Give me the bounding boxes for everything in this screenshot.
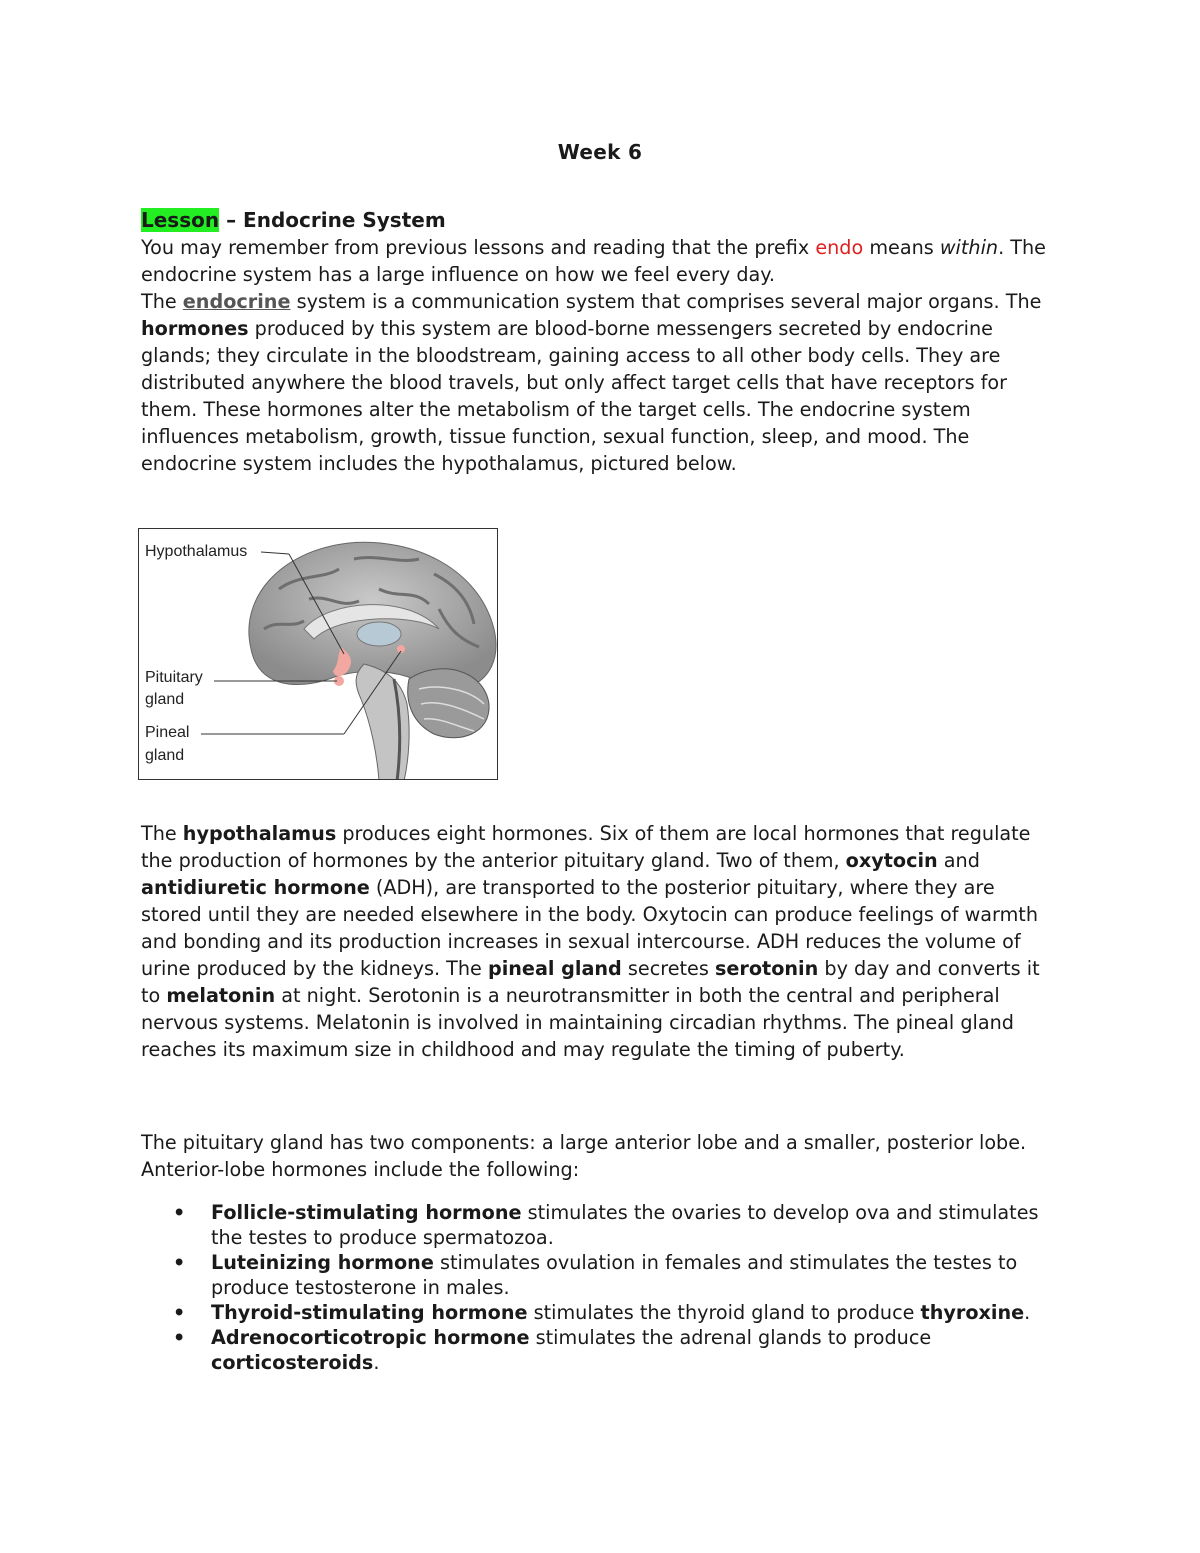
label-pituitary-line1: Pituitary (145, 669, 203, 686)
label-hypothalamus: Hypothalamus (145, 543, 248, 560)
bullet-text: stimulates ovulation in females and stimulates the testes to produce testosterone in males. (211, 1251, 1018, 1299)
term-adh: antidiuretic hormone (141, 876, 370, 899)
intro-paragraph (141, 234, 1061, 477)
list-item (141, 1300, 1061, 1325)
page-title: Week 6 (557, 140, 643, 164)
intro-text: system is a communication system that comprises several major organs. The (290, 290, 1042, 313)
lesson-highlight: Lesson (141, 208, 220, 232)
term-hormones: hormones (141, 317, 249, 340)
hypo-text: by day and converts it to (141, 957, 1040, 1007)
bullet-dot: • (173, 1301, 186, 1324)
term-corticosteroids: corticosteroids (211, 1351, 374, 1374)
hypo-text: and (937, 849, 980, 872)
heading-separator: – (219, 208, 244, 232)
lesson-heading (141, 208, 446, 232)
anterior-hormone-list (141, 1200, 1061, 1375)
hypo-text: at night. Serotonin is a neurotransmitter in both the central and peripheral nervous systems. Melatonin is involved in maintaining circadian rhythms. The pineal gland reaches its maximum size in childhood and may regulate the timing of puberty. (141, 984, 1014, 1061)
hypo-text: secretes (621, 957, 715, 980)
term-melatonin: melatonin (166, 984, 276, 1007)
term-acth: Adrenocorticotropic hormone (211, 1326, 530, 1349)
brain-illustration (139, 529, 498, 780)
bullet-text: stimulates the adrenal glands to produce (529, 1326, 932, 1349)
intro-text: produced by this system are blood-borne messengers secreted by endocrine glands; they circulate in the bloodstream, gaining access to all other body cells. They are distributed anywhere the blood travels, but only affect target cells that have receptors for them. These hormones alter the metabolism of the target cells. The endocrine system influences metabolism, growth, tissue function, sexual function, sleep, and mood. The endocrine system includes the hypothalamus, pictured below. (141, 317, 1008, 475)
term-endocrine: endocrine (182, 290, 291, 313)
italic-within: within (939, 236, 999, 259)
bullet-dot: • (173, 1251, 186, 1274)
label-pineal-line1: Pineal (145, 724, 190, 741)
hypo-text: (ADH), are transported to the posterior pituitary, where they are stored until they are needed elsewhere in the body. Oxytocin can produce feelings of warmth and bonding and its production increases in sexual intercourse. ADH reduces the volume of urine produced by the kidneys. The (141, 876, 1038, 980)
term-tsh: Thyroid-stimulating hormone (211, 1301, 528, 1324)
term-lh: Luteinizing hormone (211, 1251, 434, 1274)
bullet-end: . (373, 1351, 380, 1374)
prefix-endo: endo (815, 236, 864, 259)
brain-figure (138, 528, 498, 780)
bullet-dot: • (173, 1201, 186, 1224)
term-serotonin: serotonin (714, 957, 819, 980)
intro-text: means (863, 236, 940, 259)
term-pineal-gland: pineal gland (487, 957, 622, 980)
label-pituitary-line2: gland (145, 691, 185, 708)
intro-text: The (141, 290, 183, 313)
pituitary-paragraph: The pituitary gland has two components: a large anterior lobe and a smaller, posterior lobe. Anterior-lobe hormones include the following: (141, 1131, 1027, 1181)
term-fsh: Follicle-stimulating hormone (211, 1201, 522, 1224)
term-hypothalamus: hypothalamus (182, 822, 337, 845)
bullet-text: stimulates the thyroid gland to produce (527, 1301, 921, 1324)
intro-text: . The endocrine system has a large influence on how we feel every day. (141, 236, 1046, 286)
list-item (141, 1325, 1061, 1375)
bullet-end: . (1024, 1301, 1031, 1324)
intro-text: You may remember from previous lessons and reading that the prefix (141, 236, 816, 259)
heading-topic: Endocrine System (243, 208, 446, 232)
list-item (141, 1200, 1061, 1250)
label-pineal-line2: gland (145, 747, 185, 764)
hypo-text: produces eight hormones. Six of them are local hormones that regulate the production of hormones by the anterior pituitary gland. Two of them, (141, 822, 1031, 872)
term-thyroxine: thyroxine (920, 1301, 1025, 1324)
hypothalamus-paragraph (141, 820, 1061, 1063)
hypo-text: The (141, 822, 183, 845)
brainstem-shape (356, 664, 409, 780)
term-oxytocin: oxytocin (845, 849, 938, 872)
hypothalamus-leader (261, 552, 289, 554)
thalamus-shape (357, 622, 401, 646)
list-item (141, 1250, 1061, 1300)
bullet-dot: • (173, 1326, 186, 1349)
bullet-text: stimulates the ovaries to develop ova and stimulates the testes to produce spermatozoa. (211, 1201, 1039, 1249)
